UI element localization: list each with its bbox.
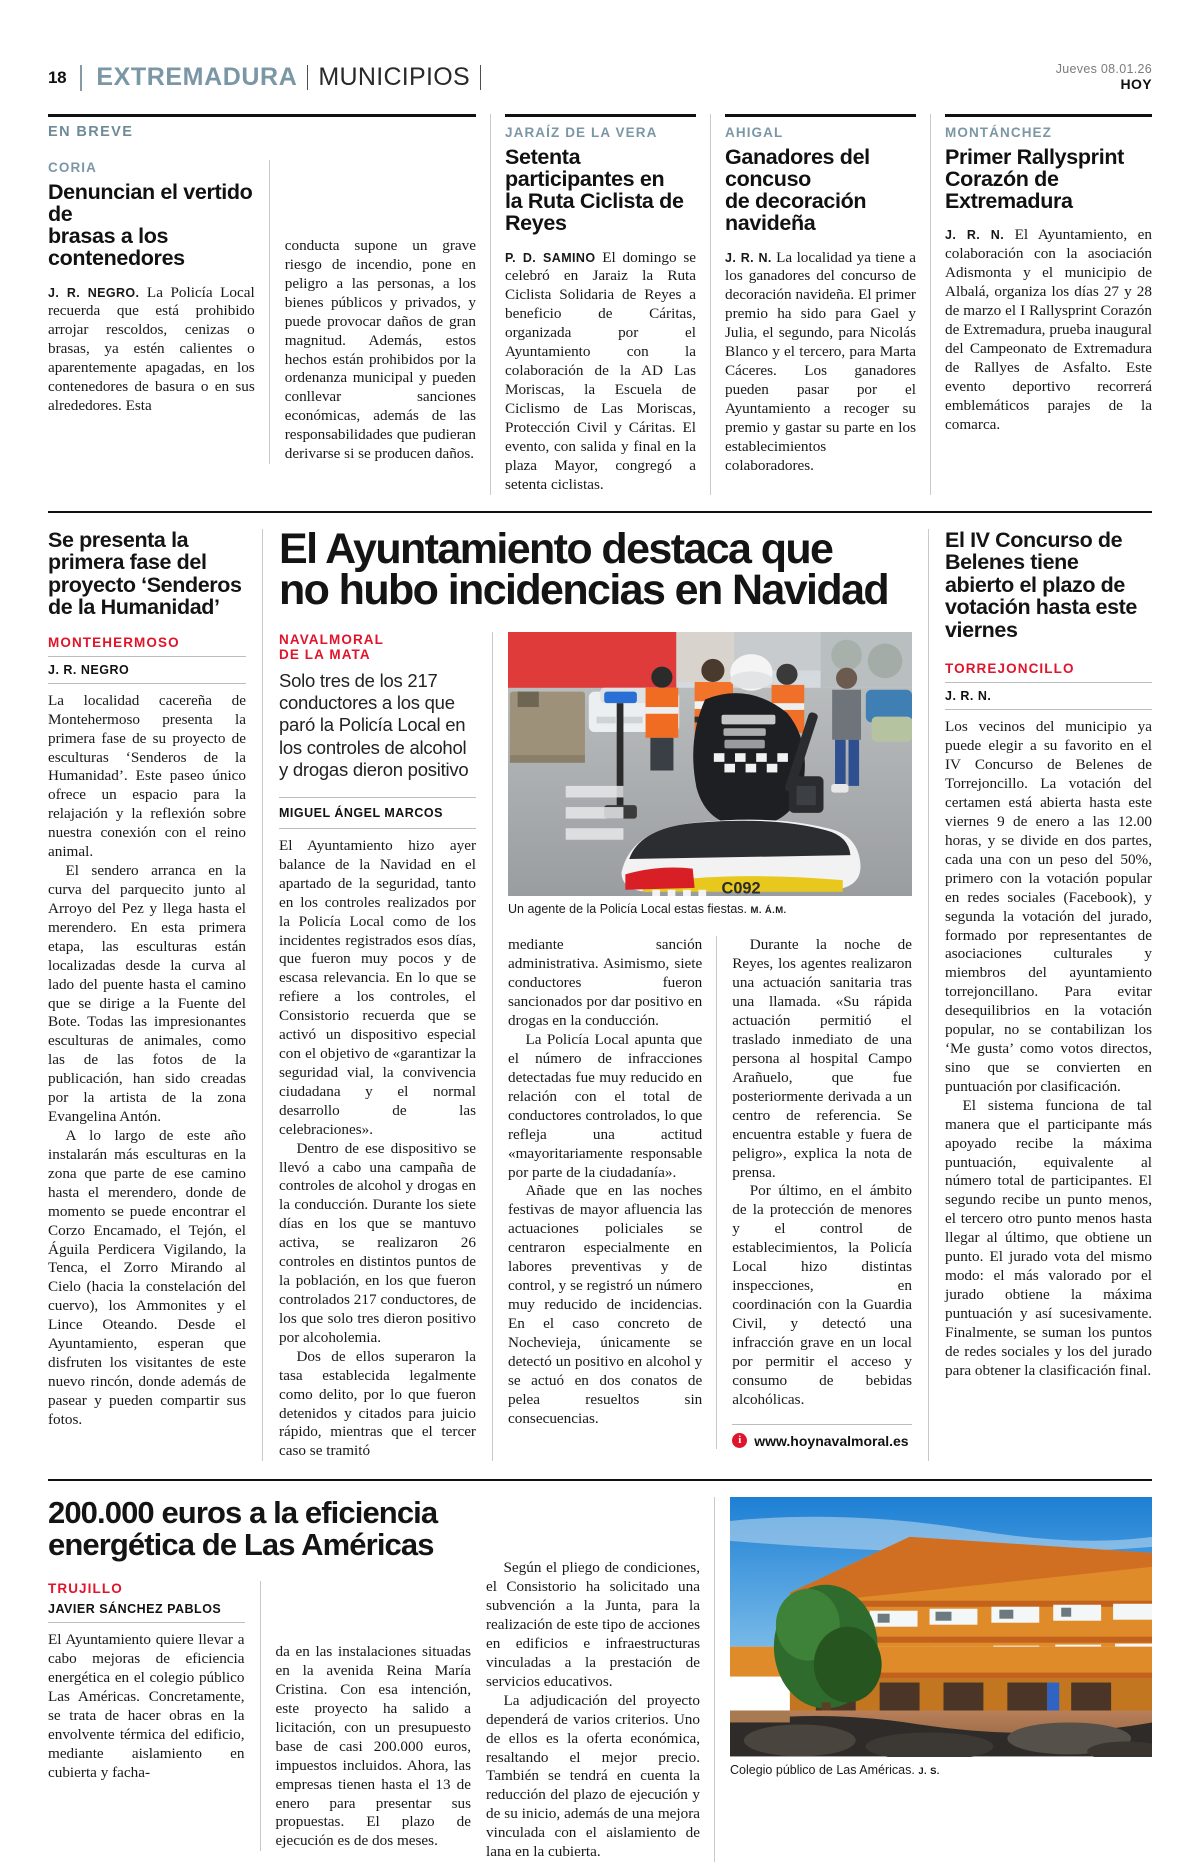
bottom-headline-line2: energética de Las Américas [48,1527,434,1563]
trujillo-kicker: TRUJILLO [48,1581,123,1597]
feature-caption-text: Un agente de la Policía Local estas fiestas. [508,902,748,917]
coria-lead-text: La Policía Local recuerda que está prohibido arrojar rescoldos, cenizas o brasas, ya estén calientes o aparentemente apagadas, en los contenedores de basura o en sus alrededores. Esta [48,283,255,415]
masthead-divider-3 [480,65,481,90]
feature-headline-line2: no hubo incidencias en Navidad [279,566,889,615]
trujillo-story [48,1479,1152,1862]
feature-deck-column [279,632,492,1461]
brief-ahigal-body: La localidad ya tiene a los ganadores del concurso de decoración navideña. El primer premio ha sido para Gael y Julia, el segundo, para Nicolás Blanco y el tercero, para Marta Cáceres. Los ganadores pueden pasar por el Ayuntamiento a recoger su premio y gastar su parte en los establecimientos colaboradores. [725,248,916,474]
masthead-right [1056,62,1152,92]
brief-jaraiz-headline [505,146,696,235]
montehermoso-paragraph: El sendero arranca en la curva del parquecito junto al Arroyo del Pez y llega hasta el merendero. En esta primera etapa, las esculturas están localizadas desde la curva al lado del puente hasta el camino que se dirige a la Fuente del Bote. Todas las impresionantes esculturas de animales, como las de las fotos de la publicación, han sido creadas por la artista de la zona Evangelina Antón. [48,862,246,1126]
brief-montanchez-headline [945,146,1152,212]
bottom-headline-line1: 200.000 euros a la eficiencia [48,1495,438,1531]
brief-ahigal [710,114,930,495]
en-breve-section [48,114,1152,495]
masthead [48,0,1152,92]
bottom-photo-column [714,1497,1152,1862]
torrejoncillo-story [928,529,1152,1462]
brief-ahigal-headline-line1: Ganadores del concuso [725,145,870,192]
school-photo [730,1497,1152,1756]
montehermoso-headline: Se presenta la primera fase del proyecto ‘Senderos de la Humanidad’ [48,527,242,620]
montehermoso-story [48,529,262,1462]
section-name: EXTREMADURA [96,63,298,91]
feature-col3-paragraph: Por último, en el ámbito de la protección de menores y el control de establecimientos, la Policía Local hizo distintas inspecciones, en coordinación con la Guardia Civil, y detectó una infracción grave en un local por permitir el acceso y consumo de bebidas alcohólicas. [732,1182,912,1408]
bottom-headline [48,1497,471,1561]
bottom-col3 [486,1497,700,1862]
brief-jaraiz-headline-line1: Setenta participantes en [505,145,665,192]
brief-montanchez-body: El Ayuntamiento, en colaboración con la asociación Adismonta y el municipio de Albalá, organiza los días 27 y 28 de marzo el I Rallysprint Corazón de Extremadura, prueba inaugural del Campeonato de Extremadura de Rallyes de Asfalto. Este evento deportivo recorrerá emblemáticos parajes de la comarca. [945,226,1152,433]
feature-photo [508,632,912,897]
feature-web-link[interactable] [732,1433,912,1449]
feature-headline-line1: El Ayuntamiento destaca que [279,524,833,573]
feature-caption-credit: M. Á.M. [750,905,787,917]
feature-section [48,511,1152,1462]
bottom-caption-credit: J. S. [918,1765,940,1777]
bottom-col3-paragraph: La adjudicación del proyecto dependerá de varios criterios. Uno de ellos es la oferta económica, resaltando el mejor precio. También se tendrá en cuenta la reducción del plazo de ejecución y de su inicio, además de una mejora vinculada con el aislamiento de lana en la cubierta. [486,1691,700,1861]
coria-brief [48,160,255,464]
bottom-col3-paragraph: Según el pliego de condiciones, el Consistorio ha solicitado una subvención a la Junta, para la realización de este tipo de acciones en edificios e infraestructuras vinculadas a la prestación de servicios educativos. [486,1559,700,1690]
coria-continuation-text: conducta supone un grave riesgo de incendio, pone en peligro a las personas, a los bienes públicos y privados, y puede provocar daños de gran magnitud. Además, estos hechos están prohibidos por la ordenanza municipal y pueden conllevar sanciones económicas, además de las responsabilidades que pudieran derivarse si se producen daños. [284,237,476,463]
masthead-divider [80,65,82,91]
feature-kicker-line1: NAVALMORAL [279,631,384,647]
en-breve-main-column [48,114,490,495]
brief-ahigal-headline-line2: de decoración navideña [725,189,867,236]
brief-montanchez-headline-line1: Primer Rallysprint [945,145,1124,169]
feature-col1-paragraph: Dos de ellos superaron la tasa establecida legalmente como delito, por lo que fueron detenidos y citados para juicio rápido, mientras que el tercer caso se tramitó [279,1347,476,1460]
feature-col3-paragraph: Durante la noche de Reyes, los agentes realizaron una actuación sanitaria tras una llamada. «Su rápida actuación permitió el traslado inmediato de una persona al hospital Campo Arañuelo, que fue posteriormente derivada a un centro de referencia. Se encuentra estable y fuera de peligro», explica la nota de prensa. [732,936,912,1181]
feature-col2 [508,936,702,1448]
en-breve-label: EN BREVE [48,124,134,140]
torrejoncillo-headline: El IV Concurso de Belenes tiene abierto el plazo de votación hasta este viernes [945,527,1137,642]
torrejoncillo-paragraph: Los vecinos del municipio ya puede elegir a su favorito en el IV Concurso de Belenes de Torrejoncillo. La votación del certamen está abierta hasta este viernes 9 de enero a las 12.00 horas, y se divide en dos partes, cada una con un peso del 50%, primero con la votación popular en redes sociales (Facebook), y segunda la votación del jurado, formado por representantes de asociaciones culturales y miembros del ayuntamiento torrejoncillano. Para evitar desequilibrios en la votación popular, no se contabilizan los ‘Me gusta’ como votos directos, sino que se convierten en puntuación por clasificación. [945,718,1152,1095]
torrejoncillo-paragraph: El sistema funciona de tal manera que el participante más apoyado recibe la máxima puntuación, equivalente al número total de participantes. El segundo recibe un punto menos, el tercero otro punto menos hasta llegar al último, que obtiene un punto. El jurado vota del mismo modo: el más valorado por el jurado obtiene la máxima puntuación y así sucesivamente. Finalmente, se suman los puntos de redes sociales y los del jurado para obtener la clasificación final. [945,1096,1152,1379]
montehermoso-paragraph: A lo largo de este año instalarán más esculturas en la zona que parte de ese camino hasta el merendero, donde de momento se puede encontrar el Corzo Encamado, el Tejón, el Águila Perdicera Vigilando, la Tenca, el Zorro Mirando al Cielo (hacia la constelación del cuervo), los Ammonites y el Lince Oteando. Desde el Ayuntamiento, esperan que disfruten los visitantes de este nuevo rincón, donde además de pasear y pueden compartir sus fotos. [48,1127,246,1428]
school-building-photo-graphic [730,1497,1152,1756]
brief-jaraiz-headline-line2: la Ruta Ciclista de Reyes [505,189,684,236]
bottom-caption-text: Colegio público de Las Américas. [730,1762,915,1777]
torrejoncillo-kicker: TORREJONCILLO [945,661,1075,677]
feature-col2-paragraph: Añade que en las noches festivas de mayor afluencia las actuaciones policiales se centraron especialmente en labores preventivas y de control, y se registró un número muy reducido de incidencias. En el caso concreto de Nochevieja, únicamente se detectó un positivo en alcohol y se actuó en dos conatos de pelea resueltos sin consecuencias. [508,1182,703,1427]
feature-photo-and-text [492,632,912,1461]
brief-ahigal-headline [725,146,916,235]
montehermoso-kicker: MONTEHERMOSO [48,634,180,650]
brief-montanchez-byline: J. R. N. [945,228,1005,243]
svg-text:C092: C092 [721,879,761,897]
montehermoso-paragraph: La localidad cacereña de Montehermoso presenta la primera fase de su proyecto de esculturas ‘Senderos de la Humanidad’. Este paseo único ofrece un espacio para la relajación y la reflexión sobre nuestra conexión con el reino animal. [48,691,246,861]
feature-col2-paragraph: mediante sanción administrativa. Asimismo, siete conductores fueron sancionados por dar positivo en drogas en la conducción. [508,936,703,1030]
brief-jaraiz-text [505,249,696,495]
coria-lead [48,284,255,416]
coria-headline [48,181,255,270]
bottom-col2-paragraph: da en las instalaciones situadas en la avenida Reina María Cristina. Con esa intención, este proyecto ha salido a licitación, con un presupuesto base de casi 200.000 euros, impuestos incluidos. Ahora, las empresas tienen hasta el 13 de enero para presentar sus propuestas. El plazo de ejecución es de dos meses. [275,1643,471,1850]
page-folio: 18 [48,67,67,87]
coria-brief-continuation [269,160,476,464]
coria-byline: J. R. NEGRO. [48,285,140,300]
trujillo-byline: JAVIER SÁNCHEZ PABLOS [48,1602,222,1617]
feature-web-url-text: www.hoynavalmoral.es [754,1432,909,1449]
issue-date: Jueves 08.01.26 [1055,61,1152,76]
bottom-col1 [48,1581,260,1851]
feature-col2-paragraph: La Policía Local apunta que el número de infracciones detectadas fue muy reducido en relación con el total de conductores controlados, lo que refleja una actitud «mayoritariamente responsable por parte de la ciudadanía». [508,1031,703,1181]
brief-ahigal-kicker: AHIGAL [725,125,784,140]
brief-montanchez [930,114,1152,495]
brief-montanchez-headline-line2: Corazón de Extremadura [945,167,1073,214]
feature-byline: MIGUEL ÁNGEL MARCOS [279,805,443,820]
feature-headline [279,524,912,615]
feature-col1-paragraph: El Ayuntamiento hizo ayer balance de la Navidad en el apartado de la seguridad, tanto en los controles realizados por la Policía Local como de los incidentes registrados esos días, que fueron muy pocos y de escasa relevancia. En lo que se refiere a los controles, el Consistorio recuerda que se activó un dispositivo especial con el objetivo de «garantizar la seguridad vial, la convivencia ciudadana y el normal desarrollo de las celebraciones». [279,836,476,1138]
coria-headline-line1: Denuncian el vertido de [48,180,253,227]
feature-deck: Solo tres de los 217 conductores a los que paró la Policía Local en los controles de alcohol y drogas dieron positivo [279,669,469,780]
brief-jaraiz [490,114,710,495]
feature-kicker [279,632,476,662]
navalmoral-story [262,524,928,1462]
brief-jaraiz-kicker: JARAÍZ DE LA VERA [505,125,658,140]
brief-jaraiz-body: El domingo se celebró en Jaraiz la Ruta Ciclista Solidaria de Reyes a beneficio de Cáritas, organizada por el Ayuntamiento con la colaboración de la AD Las Moriscas, la Escuela de Ciclismo de Las Moriscas, Protección Civil y Cáritas. El evento, con salida y final en la plaza Mayor, congregó a setenta ciclistas. [505,248,696,493]
feature-col1-paragraph: Dentro de ese dispositivo se llevó a cabo una campaña de controles de alcohol y drogas en la conducción. Durante los siete días en los que se mantuvo activa, se realizaron 26 controles en distintos puntos de la población, en los que fueron controlados 217 conductores, de los que solo tres dieron positivo por alcoholemia. [279,1139,476,1346]
feature-col3 [716,936,912,1448]
brief-montanchez-kicker: MONTÁNCHEZ [945,125,1052,140]
bottom-col1-paragraph: El Ayuntamiento quiere llevar a cabo mejoras de eficiencia energética en el colegio público Las Américas. Concretamente, se trata de hacer obras en la envolvente térmica del edificio, mediante aislamiento en cubierta y facha- [48,1631,245,1781]
coria-kicker: CORIA [48,160,97,175]
feature-photo-caption [508,896,912,916]
brief-ahigal-text [725,249,916,476]
bottom-headline-column [48,1497,486,1862]
masthead-left [48,63,491,92]
info-icon: i [732,1433,747,1448]
torrejoncillo-byline: J. R. N. [945,689,992,704]
police-officer-photo-graphic [508,632,912,897]
montehermoso-byline: J. R. NEGRO [48,662,130,677]
subsection-name: MUNICIPIOS [318,63,470,91]
bottom-col2 [260,1581,472,1851]
bottom-photo-caption [730,1757,1152,1777]
brief-montanchez-text [945,226,1152,434]
coria-headline-line2: brasas a los contenedores [48,224,185,271]
brief-jaraiz-byline: P. D. SAMINO [505,250,596,265]
feature-kicker-line2: DE LA MATA [279,646,371,662]
brief-ahigal-byline: J. R. N. [725,250,772,265]
newspaper-logo: HOY [1120,75,1152,92]
masthead-divider-2 [307,65,308,90]
